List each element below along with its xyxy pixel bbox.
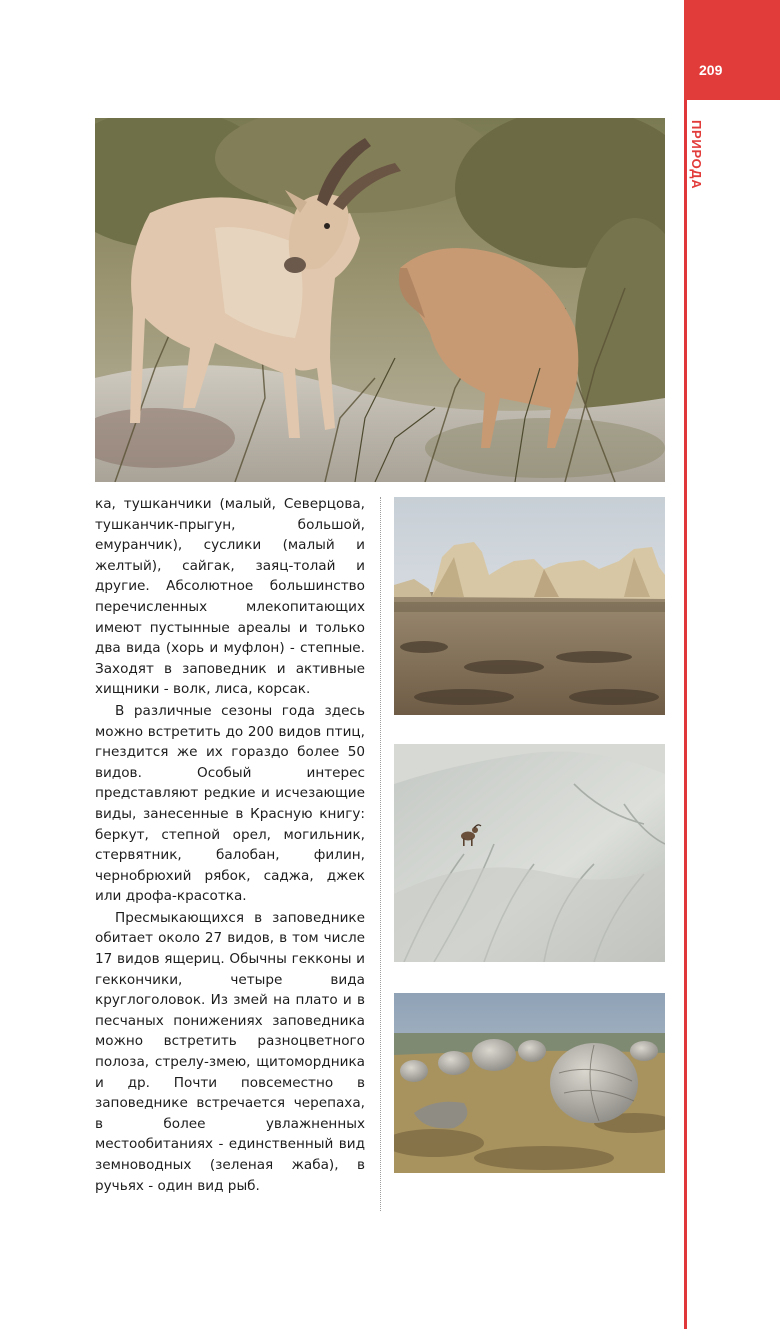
spherical-boulders-photo-icon xyxy=(394,993,665,1173)
section-label: ПРИРОДА xyxy=(689,120,704,190)
page-number: 209 xyxy=(699,62,723,78)
mouflon-on-slope-photo-icon xyxy=(394,744,665,962)
margin-accent-line xyxy=(684,0,687,1329)
paragraph: Пресмыкающихся в заповеднике обитает около 27 видов, в том числе 17 видов ящериц. Обычны гекконы и геккончики, четыре вида круглоголовок. Из змей на плато и в песчаных понижениях заповедника можно встретить разноцветного полоза, стрелу-змею, щитомордника и др. Почти повсеместно в заповеднике встречается черепаха, в более увлажненных местообитаниях - единственный вид земноводных (зеленая жаба), в ручьях - один вид рыб. xyxy=(95,909,365,1194)
ibex-photo-icon xyxy=(95,118,665,482)
page-number-tab xyxy=(684,0,780,100)
body-text xyxy=(95,494,365,1196)
stones-photo xyxy=(394,993,665,1173)
paragraph: В различные сезоны года здесь можно встретить до 200 видов птиц, гнездится же их гораздо более 50 видов. Особый интерес представляют редкие и исчезающие виды, занесенные в Красную книгу: беркут, степной орел, могильник, стервятник, балобан, филин, чернобрюхий рябок, саджа, джек или дрофа-красотка. xyxy=(95,702,365,905)
slope-photo xyxy=(394,744,665,962)
paragraph: ка, тушканчики (малый, Северцова, тушканчик-прыгун, большой, емуранчик), суслики (малый и желтый), сайгак, заяц-толай и другие. Абсолютное большинство перечисленных млекопитающих имеют пустынные ареалы и только два вида (хорь и муфлон) - степные. Заходят в заповедник и активные хищники - волк, лиса, корсак. xyxy=(95,496,365,698)
cliffs-photo xyxy=(394,497,665,715)
chalk-cliffs-photo-icon xyxy=(394,497,665,715)
main-photo xyxy=(95,118,665,482)
column-divider xyxy=(380,497,381,1211)
